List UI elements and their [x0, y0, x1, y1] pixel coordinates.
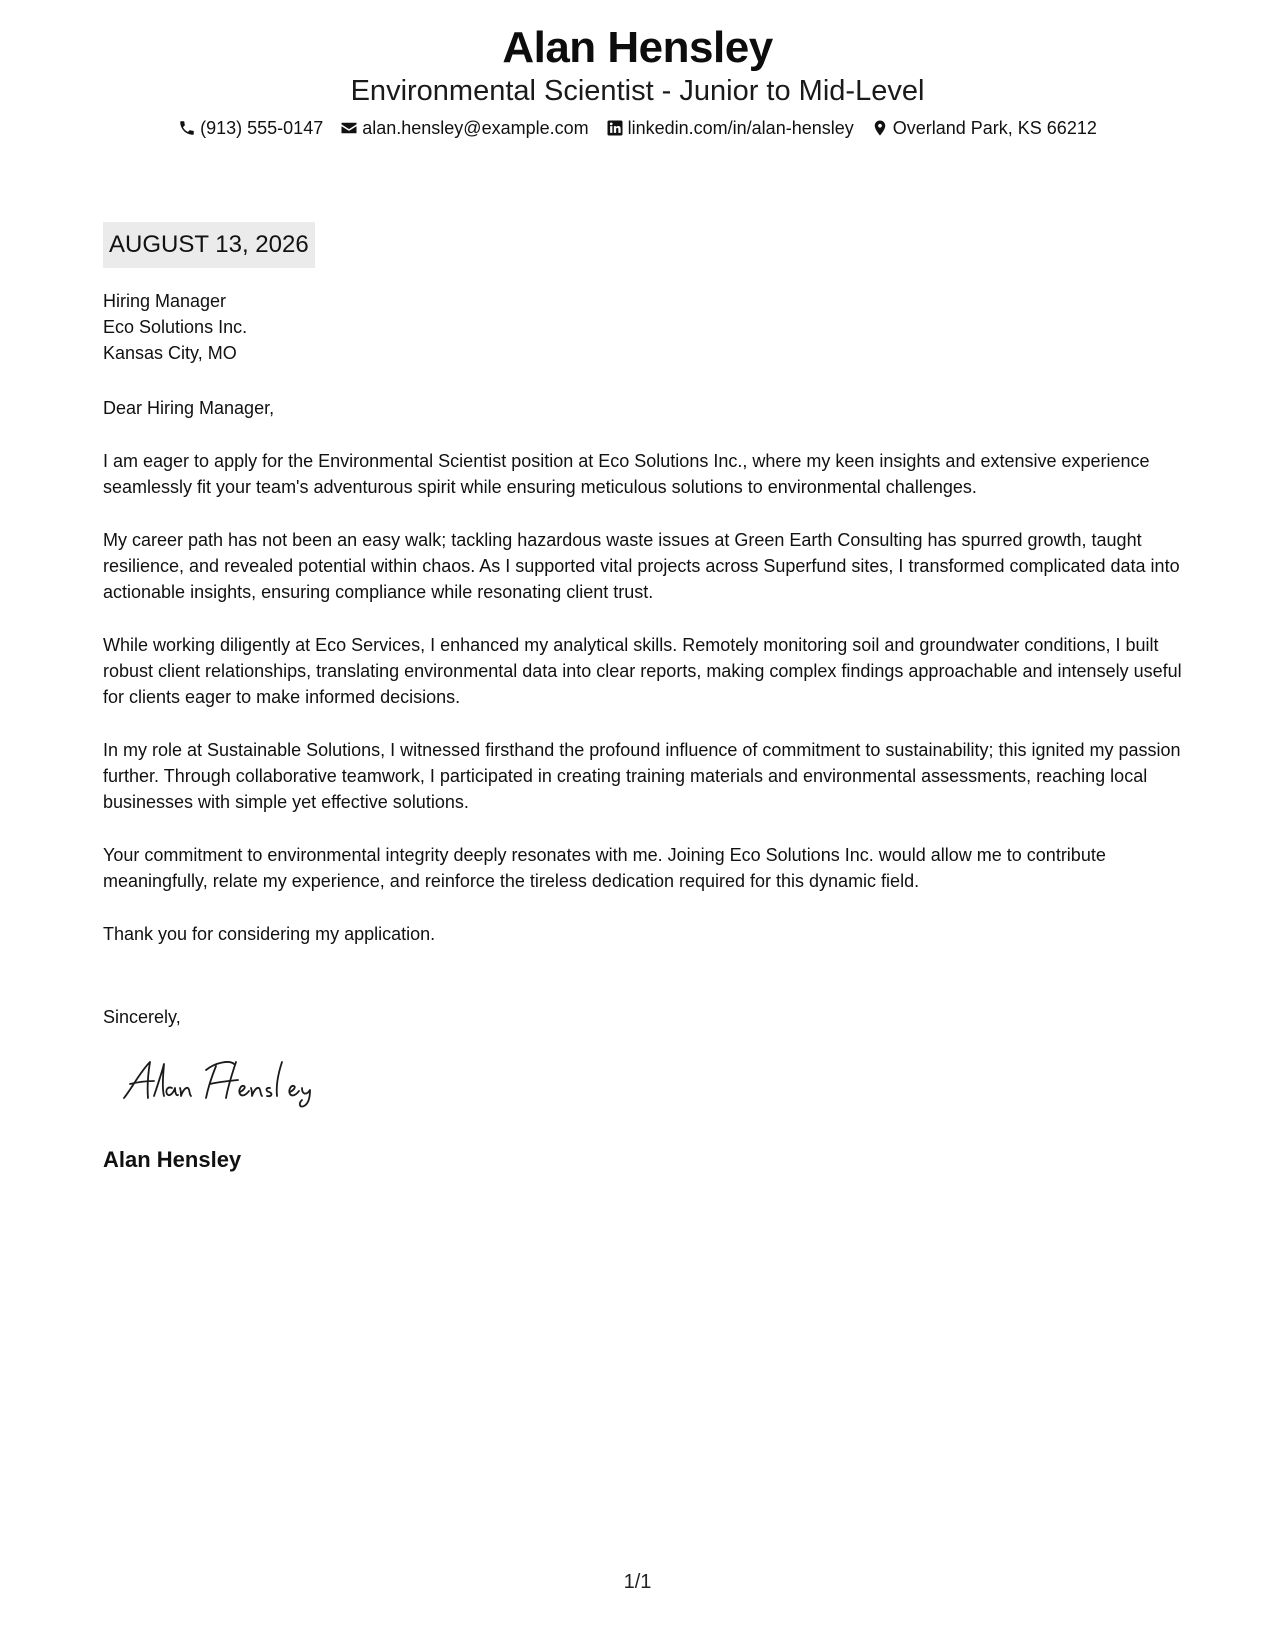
- linkedin-icon: [606, 119, 624, 137]
- location-text: Overland Park, KS 66212: [892, 118, 1097, 138]
- envelope-icon: [340, 119, 358, 137]
- signature-drawing: [120, 1054, 350, 1110]
- job-title: Environmental Scientist - Junior to Mid-Level: [350, 75, 925, 107]
- paragraph-1: I am eager to apply for the Environmental Scientist position at Eco Solutions Inc., where my keen insights and extensive experience seamlessly fit your team's adventurous spirit while ensuring meticulous solutions to environmental challenges.: [103, 451, 1150, 497]
- phone-text: (913) 555-0147: [200, 118, 324, 138]
- paragraph-4: In my role at Sustainable Solutions, I witnessed firsthand the profound influence of commitment to sustainability; this ignited my passion further. Through collaborative teamwork, I participated in creating training materials and environmental assessments, reaching local businesses with simple yet effective solutions.: [103, 740, 1181, 812]
- closing: Sincerely,: [103, 1007, 181, 1027]
- contact-linkedin[interactable]: [606, 116, 854, 140]
- page-number: 1/1: [623, 1571, 652, 1593]
- recipient-company: Eco Solutions Inc.: [103, 317, 248, 337]
- recipient-block: [103, 288, 247, 366]
- salutation: Dear Hiring Manager,: [103, 398, 275, 418]
- paragraph-5: Your commitment to environmental integrity deeply resonates with me. Joining Eco Solutions Inc. would allow me to contribute meaningfully, relate my experience, and reinforce the tireless dedication required for this dynamic field.: [103, 845, 1106, 891]
- signer-name: Alan Hensley: [103, 1147, 242, 1172]
- map-pin-icon: [871, 119, 889, 137]
- contact-location: [871, 116, 1097, 140]
- paragraph-2: My career path has not been an easy walk; tackling hazardous waste issues at Green Earth Consulting has spurred growth, taught resilience, and revealed potential within chaos. As I supported vital projects across Superfund sites, I transformed complicated data into actionable insights, ensuring compliance while resonating client trust.: [103, 530, 1180, 602]
- applicant-name: Alan Hensley: [502, 23, 773, 72]
- recipient-title: Hiring Manager: [103, 291, 227, 311]
- letter-header: [0, 22, 1275, 140]
- contact-email[interactable]: [340, 116, 588, 140]
- contact-row: [0, 116, 1275, 140]
- phone-icon: [178, 119, 196, 137]
- handwritten-signature: [120, 1054, 350, 1110]
- contact-phone[interactable]: [178, 116, 323, 140]
- email-text: alan.hensley@example.com: [362, 118, 589, 138]
- linkedin-text: linkedin.com/in/alan-hensley: [627, 118, 854, 138]
- paragraph-3: While working diligently at Eco Services, I enhanced my analytical skills. Remotely monitoring soil and groundwater conditions, I built robust client relationships, translating environmental data into clear reports, making complex findings approachable and intensely useful for clients eager to make informed decisions.: [103, 635, 1182, 707]
- letter-body: [103, 395, 1183, 974]
- paragraph-6: Thank you for considering my application.: [103, 924, 436, 944]
- recipient-location: Kansas City, MO: [103, 343, 237, 363]
- letter-date: AUGUST 13, 2026: [103, 222, 315, 268]
